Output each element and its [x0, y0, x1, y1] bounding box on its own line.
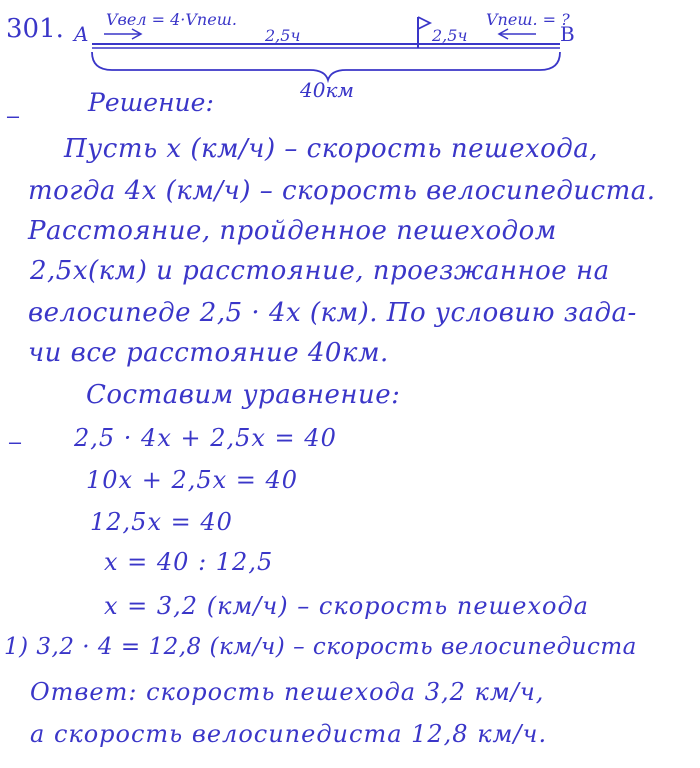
time-right-label: 2,5ч [432, 26, 468, 45]
step-1-line: 1) 3,2 · 4 = 12,8 (км/ч) – скорость велосипедиста [4, 634, 637, 660]
answer-line: Ответ: скорость пешехода 3,2 км/ч, [30, 678, 545, 706]
margin-mark: ‒ [6, 104, 20, 129]
text-line: тогда 4x (км/ч) – скорость велосипедиста. [28, 176, 656, 206]
answer-line: а скорость велосипедиста 12,8 км/ч. [30, 720, 548, 748]
equation-heading: Составим уравнение: [86, 380, 401, 410]
equation-line: x = 3,2 (км/ч) – скорость пешехода [104, 592, 589, 620]
point-a-label: A [74, 22, 89, 46]
cyclist-speed-label: Vвел = 4·Vпеш. [106, 10, 237, 29]
equation-line: 10x + 2,5x = 40 [86, 466, 299, 494]
text-line: чи все расстояние 40км. [28, 338, 389, 368]
distance-brace [92, 52, 560, 80]
pedestrian-speed-label: Vпеш. = ? [486, 10, 570, 29]
margin-mark: ‒ [8, 430, 22, 455]
text-line: Расстояние, пройденное пешеходом [28, 216, 557, 246]
text-line: Пусть x (км/ч) – скорость пешехода, [64, 134, 599, 164]
point-b-label: B [560, 22, 575, 46]
problem-number: 301. [6, 14, 64, 44]
text-line: велосипеде 2,5 · 4x (км). По условию зада- [28, 298, 637, 328]
time-left-label: 2,5ч [265, 26, 301, 45]
equation-line: x = 40 : 12,5 [104, 548, 274, 576]
text-line: 2,5x(км) и расстояние, проезжанное на [30, 256, 610, 286]
equation-line: 12,5x = 40 [90, 508, 233, 536]
equation-line: 2,5 · 4x + 2,5x = 40 [74, 424, 337, 452]
solution-heading: Решение: [88, 88, 214, 117]
total-distance-label: 40км [300, 78, 354, 102]
